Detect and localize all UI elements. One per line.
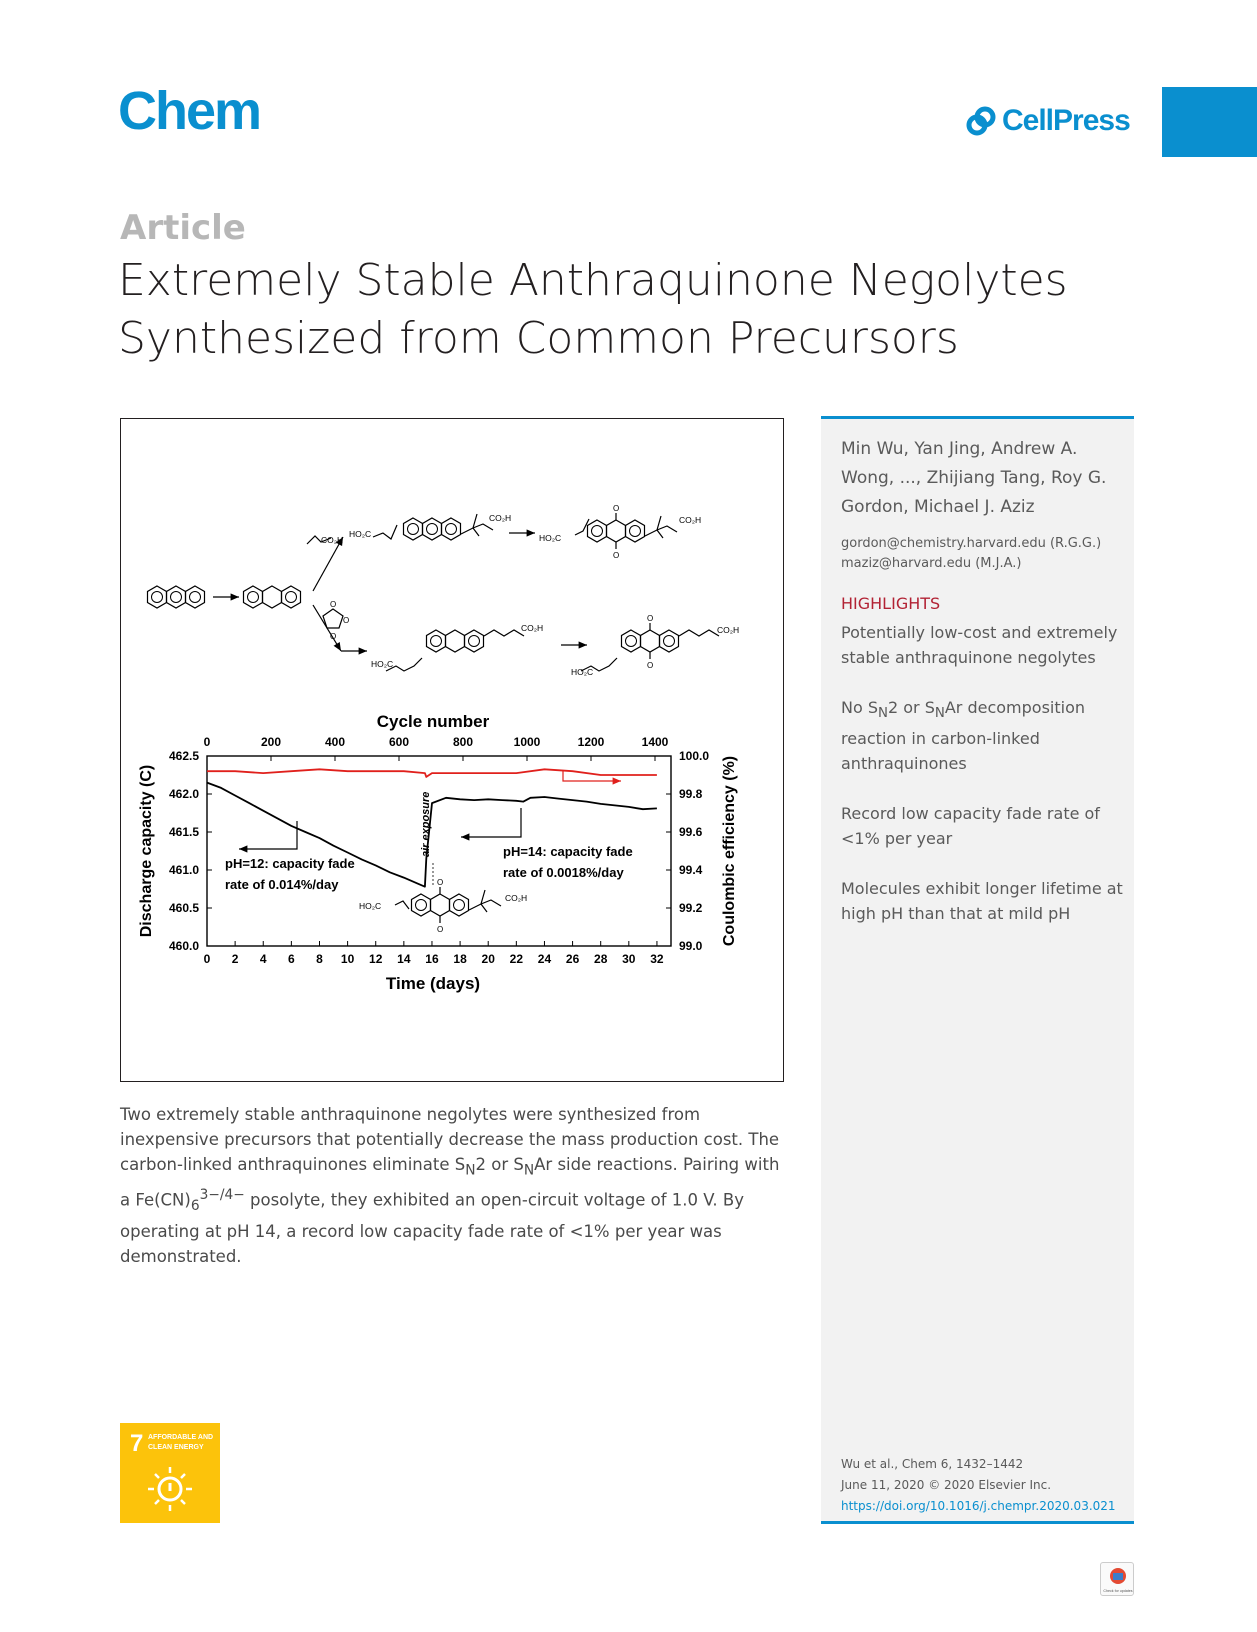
highlight-item: No $S_N2$ or $S_NAr$ decomposition reaction in carbon-linked anthraquinones: [841, 698, 1085, 774]
inset-label: CO₂H: [505, 893, 528, 903]
annotation-ph14-line1: pH=14: capacity fade: [503, 844, 633, 859]
x-tick-label: 4: [259, 952, 267, 966]
x-tick-label: 0: [203, 952, 211, 966]
alkylated-anthracene-structure: [373, 514, 493, 540]
svg-text:O: O: [343, 616, 350, 625]
annotation-ph12-line2: rate of 0.014%/day: [225, 877, 339, 892]
reaction-arrow: [313, 537, 343, 591]
publisher-logo[interactable]: [966, 104, 1130, 138]
sdg-title-line2: CLEAN ENERGY: [148, 1444, 204, 1451]
dihydroanthracene-structure: [244, 586, 301, 608]
citation: Wu et al., Chem 6, 1432–1442: [841, 1457, 1024, 1471]
figure-canvas: [121, 419, 785, 1083]
anhydride-reagent: [323, 600, 349, 641]
x-tick-label: 26: [565, 952, 580, 966]
svg-text:O: O: [613, 504, 620, 513]
highlight-item: Potentially low-cost and extremely stable anthraquinone negolytes: [841, 623, 1118, 667]
product-label: HO₂C: [571, 667, 594, 677]
inset-label: HO₂C: [359, 901, 382, 911]
x-tick-label: 12: [369, 952, 383, 966]
publication-date: June 11, 2020 © 2020 Elsevier Inc.: [841, 1478, 1052, 1492]
author-list: Min Wu, Yan Jing, Andrew A. Wong, ..., Zhijiang Tang, Roy G. Gordon, Michael J. Aziz: [841, 439, 1107, 517]
check-for-updates-badge[interactable]: [1100, 1562, 1134, 1596]
annotation-air-exposure: air exposure: [420, 791, 432, 857]
product-label: CO₂H: [717, 625, 740, 635]
article-type: Article: [120, 208, 246, 248]
svg-text:O: O: [613, 551, 620, 560]
product-label: HO₂C: [539, 533, 562, 543]
y-tick-label: 462.0: [168, 787, 199, 801]
product-label: HO₂C: [349, 529, 372, 539]
reaction-scheme: [148, 504, 740, 677]
coulombic-efficiency-line: [207, 769, 657, 777]
svg-text:O: O: [437, 878, 444, 887]
x-tick-label: 2: [231, 952, 239, 966]
badge-label: Check for updates: [1103, 1589, 1133, 1593]
email-link[interactable]: gordon@chemistry.harvard.edu (R.G.G.): [841, 536, 1102, 551]
svg-text:O: O: [437, 925, 444, 934]
x-axis-label: Time (days): [385, 974, 481, 993]
highlights-list: [841, 620, 1126, 951]
x2-tick-label: 600: [388, 735, 410, 749]
x2-tick-label: 0: [203, 735, 211, 749]
inset-molecule: [359, 878, 527, 934]
chart-title: Cycle number: [376, 712, 490, 731]
x-tick-label: 14: [397, 952, 411, 966]
x2-tick-label: 200: [260, 735, 282, 749]
x-tick-label: 20: [481, 952, 495, 966]
reagent-label: CO₂H: [321, 535, 344, 545]
y2-tick-label: 99.6: [679, 825, 703, 839]
sdg-7-badge: [120, 1423, 220, 1523]
anthraquinone-product-2: [581, 614, 719, 671]
highlights-heading: HIGHLIGHTS: [841, 594, 941, 613]
alkylated-dihydroanthracene-structure: [386, 630, 524, 671]
y2-tick-label: 99.8: [679, 787, 703, 801]
product-label: CO₂H: [521, 623, 544, 633]
svg-text:O: O: [330, 632, 337, 641]
product-label: HO₂C: [371, 659, 394, 669]
x-tick-label: 10: [340, 952, 355, 966]
y-tick-label: 461.5: [168, 825, 199, 839]
svg-text:O: O: [647, 614, 654, 623]
publisher-name: CellPress: [1002, 104, 1130, 137]
article-sidebar: [821, 416, 1134, 1524]
article-title: Extremely Stable Anthraquinone Negolytes Synthesized from Common Precursors: [118, 255, 1068, 364]
sdg-title-line1: AFFORDABLE AND: [148, 1434, 214, 1441]
y2-tick-label: 99.4: [679, 863, 703, 877]
anthraquinone-product-1: [575, 504, 677, 560]
highlight-item: Molecules exhibit longer lifetime at high pH than that at mild pH: [841, 879, 1123, 924]
contact-emails: [841, 534, 1101, 574]
header-accent-tab: [1162, 87, 1257, 157]
x-tick-label: 32: [650, 952, 664, 966]
x-tick-label: 16: [425, 952, 439, 966]
sdg-number: 7: [130, 1430, 144, 1457]
ph14-callout-arrow: [461, 808, 521, 837]
x-tick-label: 30: [622, 952, 636, 966]
product-label: CO₂H: [679, 515, 702, 525]
abstract-text: Two extremely stable anthraquinone negolytes were synthesized from inexpensive precursors that potentially decrease the mass production cost. The carbon-linked anthraquinones eliminate $S_N2$ or $S_NAr$ side reactions. Pairing with a $Fe(CN)_6^{3-/4-}$ posolyte, they exhibited an open-circuit voltage of 1.0 V. By operating at pH 14, a record low capacity fade rate of <1% per year was demonstrated.: [120, 1105, 780, 1267]
y-tick-label: 460.5: [168, 901, 199, 915]
x-tick-label: 18: [453, 952, 467, 966]
highlight-item: Record low capacity fade rate of <1% per year: [841, 804, 1100, 849]
doi-link[interactable]: https://doi.org/10.1016/j.chempr.2020.03.021: [841, 1499, 1116, 1513]
citation-block: [841, 1454, 1116, 1517]
x2-tick-label: 400: [324, 735, 346, 749]
y2-tick-label: 100.0: [679, 749, 710, 763]
y2-tick-label: 99.0: [679, 939, 703, 953]
ce-axis-arrow: [563, 771, 621, 781]
cellpress-icon: [966, 106, 996, 136]
y-tick-label: 460.0: [168, 939, 199, 953]
x-tick-label: 6: [288, 952, 295, 966]
email-link[interactable]: maziz@harvard.edu (M.J.A.): [841, 556, 1022, 571]
y2-axis-label: Coulombic efficiency (%): [721, 755, 738, 947]
svg-text:O: O: [330, 600, 337, 609]
x-tick-label: 8: [316, 952, 323, 966]
x-tick-label: 22: [509, 952, 524, 966]
annotation-ph12-line1: pH=12: capacity fade: [225, 856, 355, 871]
y-axis-label: Discharge capacity (C): [138, 764, 155, 938]
x2-tick-label: 1200: [577, 735, 605, 749]
svg-text:O: O: [647, 661, 654, 670]
y-tick-label: 461.0: [168, 863, 199, 877]
anthracene-structure: [148, 586, 205, 608]
capacity-chart: [138, 712, 738, 993]
annotation-ph14-line2: rate of 0.0018%/day: [503, 865, 624, 880]
x2-tick-label: 1400: [641, 735, 669, 749]
y2-tick-label: 99.2: [679, 901, 703, 915]
sun-power-icon: [148, 1467, 192, 1511]
graphical-abstract: [120, 418, 784, 1082]
x-tick-label: 28: [594, 952, 608, 966]
journal-logo: Chem: [118, 81, 261, 141]
x2-tick-label: 1000: [513, 735, 541, 749]
x2-tick-label: 800: [452, 735, 474, 749]
y-tick-label: 462.5: [168, 749, 199, 763]
product-label: CO₂H: [489, 513, 512, 523]
x-tick-label: 24: [537, 952, 552, 966]
